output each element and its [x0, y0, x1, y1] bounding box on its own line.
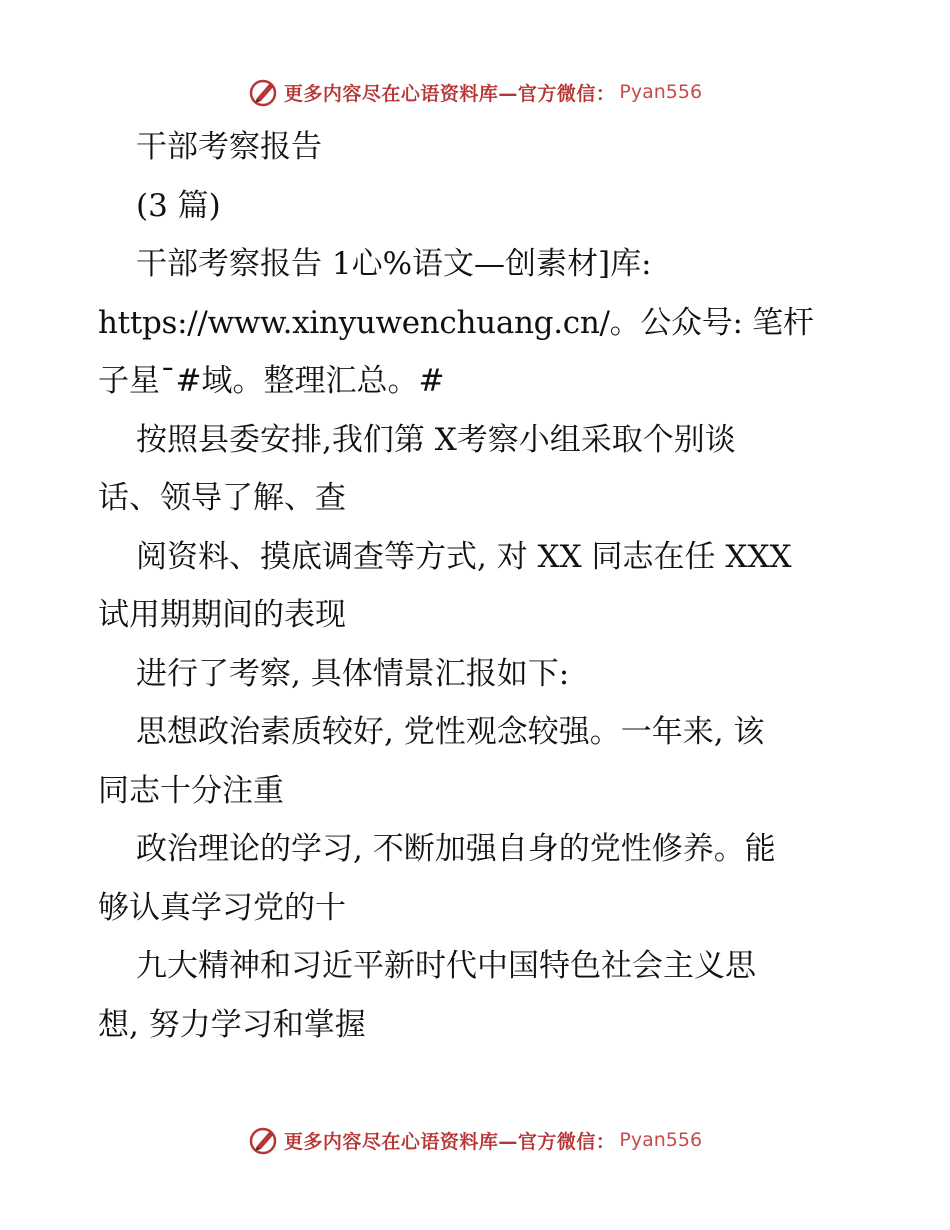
pen-logo-icon [248, 76, 280, 108]
paragraph-line: 子星¯#域。整理汇总。# [98, 363, 445, 399]
watermark-text: 更多内容尽在心语资料库—官方微信： [283, 1130, 616, 1153]
document-subtitle: (3 篇) [136, 187, 221, 224]
paragraph-line: 进行了考察, 具体情景汇报如下: [136, 655, 570, 692]
watermark-contact: Pyan556 [619, 81, 703, 103]
document-body [98, 118, 858, 1054]
paragraph-line: 思想政治素质较好, 党性观念较强。一年来, 该 [136, 714, 765, 750]
paragraph-line: 想, 努力学习和掌握 [98, 1006, 366, 1043]
paragraph-line: 试用期期间的表现 [98, 597, 346, 633]
document-title: 干部考察报告 [136, 129, 322, 165]
footer-watermark [0, 1120, 950, 1160]
paragraph-line: https://www.xinyuwenchuang.cn/。公众号: 笔杆 [98, 304, 814, 341]
header-watermark [0, 72, 950, 112]
paragraph-line: 同志十分注重 [98, 772, 284, 809]
watermark-contact: Pyan556 [619, 1129, 703, 1151]
paragraph-line: 政治理论的学习, 不断加强自身的党性修养。能 [136, 831, 776, 867]
paragraph-line: 干部考察报告 1心%语文—创素材]库: [136, 246, 652, 282]
paragraph-line: 阅资料、摸底调查等方式, 对 XX 同志在任 XXX [136, 538, 792, 575]
watermark-text: 更多内容尽在心语资料库—官方微信： [283, 82, 616, 105]
pen-logo-icon [248, 1124, 280, 1156]
paragraph-line: 够认真学习党的十 [98, 889, 346, 926]
paragraph-line: 话、领导了解、查 [98, 480, 346, 516]
paragraph-line: 九大精神和习近平新时代中国特色社会主义思 [136, 948, 756, 984]
paragraph-line: 按照县委安排,我们第 X考察小组采取个别谈 [136, 421, 736, 458]
